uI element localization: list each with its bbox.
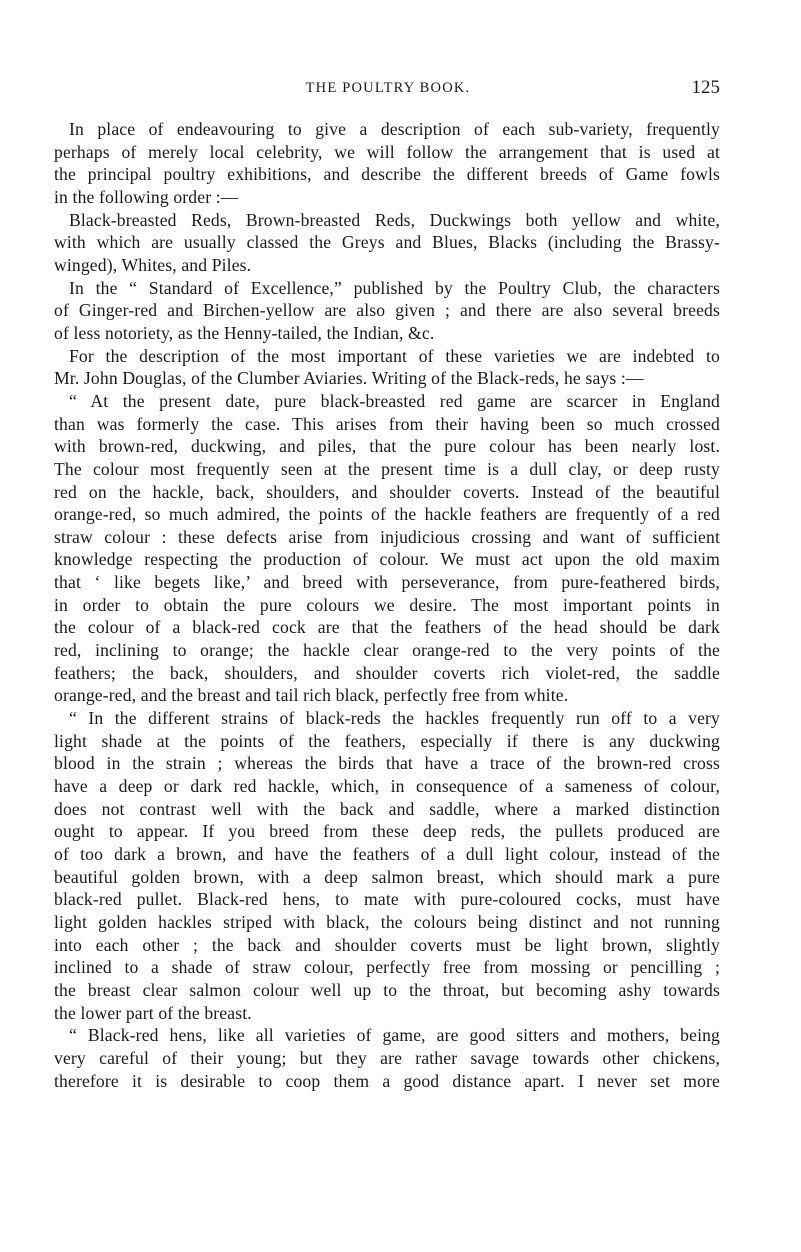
text-line: light golden hackles striped with black, the colours being distinct and not running: [54, 911, 720, 932]
text-line: light shade at the points of the feathers, especially if there is any duckwing: [54, 730, 720, 751]
text-line: inclined to a shade of straw colour, perfectly free from mossing or pencilling ;: [54, 957, 720, 978]
text-line: than was formerly the case. This arises from their having been so much crossed: [54, 413, 720, 434]
text-line: with brown-red, duckwing, and piles, that the pure colour has been nearly lost.: [54, 436, 720, 457]
page-number: 125: [691, 77, 720, 98]
text-line: orange-red, so much admired, the points of the hackle feathers are frequently of a red: [54, 504, 720, 525]
text-line: in the following order :—: [54, 186, 239, 207]
text-line: in order to obtain the pure colours we desire. The most important points in: [54, 594, 720, 615]
running-title: THE POULTRY BOOK.: [305, 80, 471, 96]
text-line: knowledge respecting the production of colour. We must act upon the old maxim: [54, 549, 720, 570]
text-line: perhaps of merely local celebrity, we will follow the arrangement that is used at: [54, 141, 720, 162]
text-line: the breast clear salmon colour well up to the throat, but becoming ashy towards: [54, 979, 720, 1000]
text-line: “ In the different strains of black-reds the hackles frequently run off to a very: [69, 708, 720, 729]
text-line: of Ginger-red and Birchen-yellow are also given ; and there are also several breeds: [54, 300, 720, 321]
text-line: have a deep or dark red hackle, which, in consequence of a sameness of colour,: [54, 776, 720, 797]
text-line: of too dark a brown, and have the feathers of a dull light colour, instead of the: [54, 844, 720, 864]
text-line: Black-breasted Reds, Brown-breasted Reds, Duckwings both yellow and white,: [69, 209, 720, 230]
paragraph: [54, 345, 720, 390]
paragraph: [54, 1024, 720, 1092]
text-line: black-red pullet. Black-red hens, to mate with pure-coloured cocks, must have: [54, 889, 720, 910]
text-line: In place of endeavouring to give a description of each sub-variety, frequently: [69, 119, 720, 139]
text-line: “ Black-red hens, like all varieties of game, are good sitters and mothers, being: [69, 1025, 720, 1046]
paragraph: [54, 209, 720, 277]
paragraph: [54, 390, 720, 707]
text-line: the principal poultry exhibitions, and describe the different breeds of Game fowls: [54, 164, 720, 185]
text-line: The colour most frequently seen at the present time is a dull clay, or deep rusty: [54, 458, 720, 479]
text-line: For the description of the most important of these varieties we are indebted to: [69, 345, 720, 366]
body-text: [54, 118, 720, 1092]
paragraph: [54, 707, 720, 1024]
text-line: beautiful golden brown, with a deep salmon breast, which should mark a pure: [54, 866, 720, 887]
text-line: straw colour : these defects arise from injudicious crossing and want of sufficient: [54, 526, 720, 547]
text-line: red, inclining to orange; the hackle clear orange-red to the very points of the: [54, 640, 720, 661]
paragraph: [54, 277, 720, 345]
text-line: blood in the strain ; whereas the birds that have a trace of the brown-red cross: [54, 753, 720, 774]
text-line: ought to appear. If you breed from these deep reds, the pullets produced are: [54, 821, 720, 842]
text-line: into each other ; the back and shoulder coverts must be light brown, slightly: [54, 934, 720, 955]
text-line: the lower part of the breast.: [54, 1002, 252, 1023]
text-line: with which are usually classed the Greys and Blues, Blacks (including the Brassy-: [54, 232, 720, 253]
text-line: feathers; the back, shoulders, and shoulder coverts rich violet-red, the saddle: [54, 662, 720, 683]
text-line: red on the hackle, back, shoulders, and shoulder coverts. Instead of the beautiful: [54, 481, 720, 502]
text-line: the colour of a black-red cock are that the feathers of the head should be dark: [54, 617, 720, 638]
text-line: In the “ Standard of Excellence,” published by the Poultry Club, the characters: [69, 277, 720, 298]
text-line: “ At the present date, pure black-breasted red game are scarcer in England: [69, 390, 720, 411]
text-line: very careful of their young; but they are rather savage towards other chickens,: [54, 1047, 720, 1068]
text-line: Mr. John Douglas, of the Clumber Aviaries. Writing of the Black-reds, he says :—: [54, 368, 644, 389]
text-line: orange-red, and the breast and tail rich black, perfectly free from white.: [54, 685, 569, 706]
text-line: that ‘ like begets like,’ and breed with perseverance, from pure-feathered birds,: [54, 572, 720, 593]
text-line: winged), Whites, and Piles.: [54, 254, 252, 275]
text-line: of less notoriety, as the Henny-tailed, the Indian, &c.: [54, 322, 435, 343]
paragraph: [54, 118, 720, 209]
running-head: [56, 77, 720, 104]
text-line: does not contrast well with the back and saddle, where a marked distinction: [54, 798, 720, 819]
text-line: therefore it is desirable to coop them a good distance apart. I never set more: [54, 1070, 720, 1091]
